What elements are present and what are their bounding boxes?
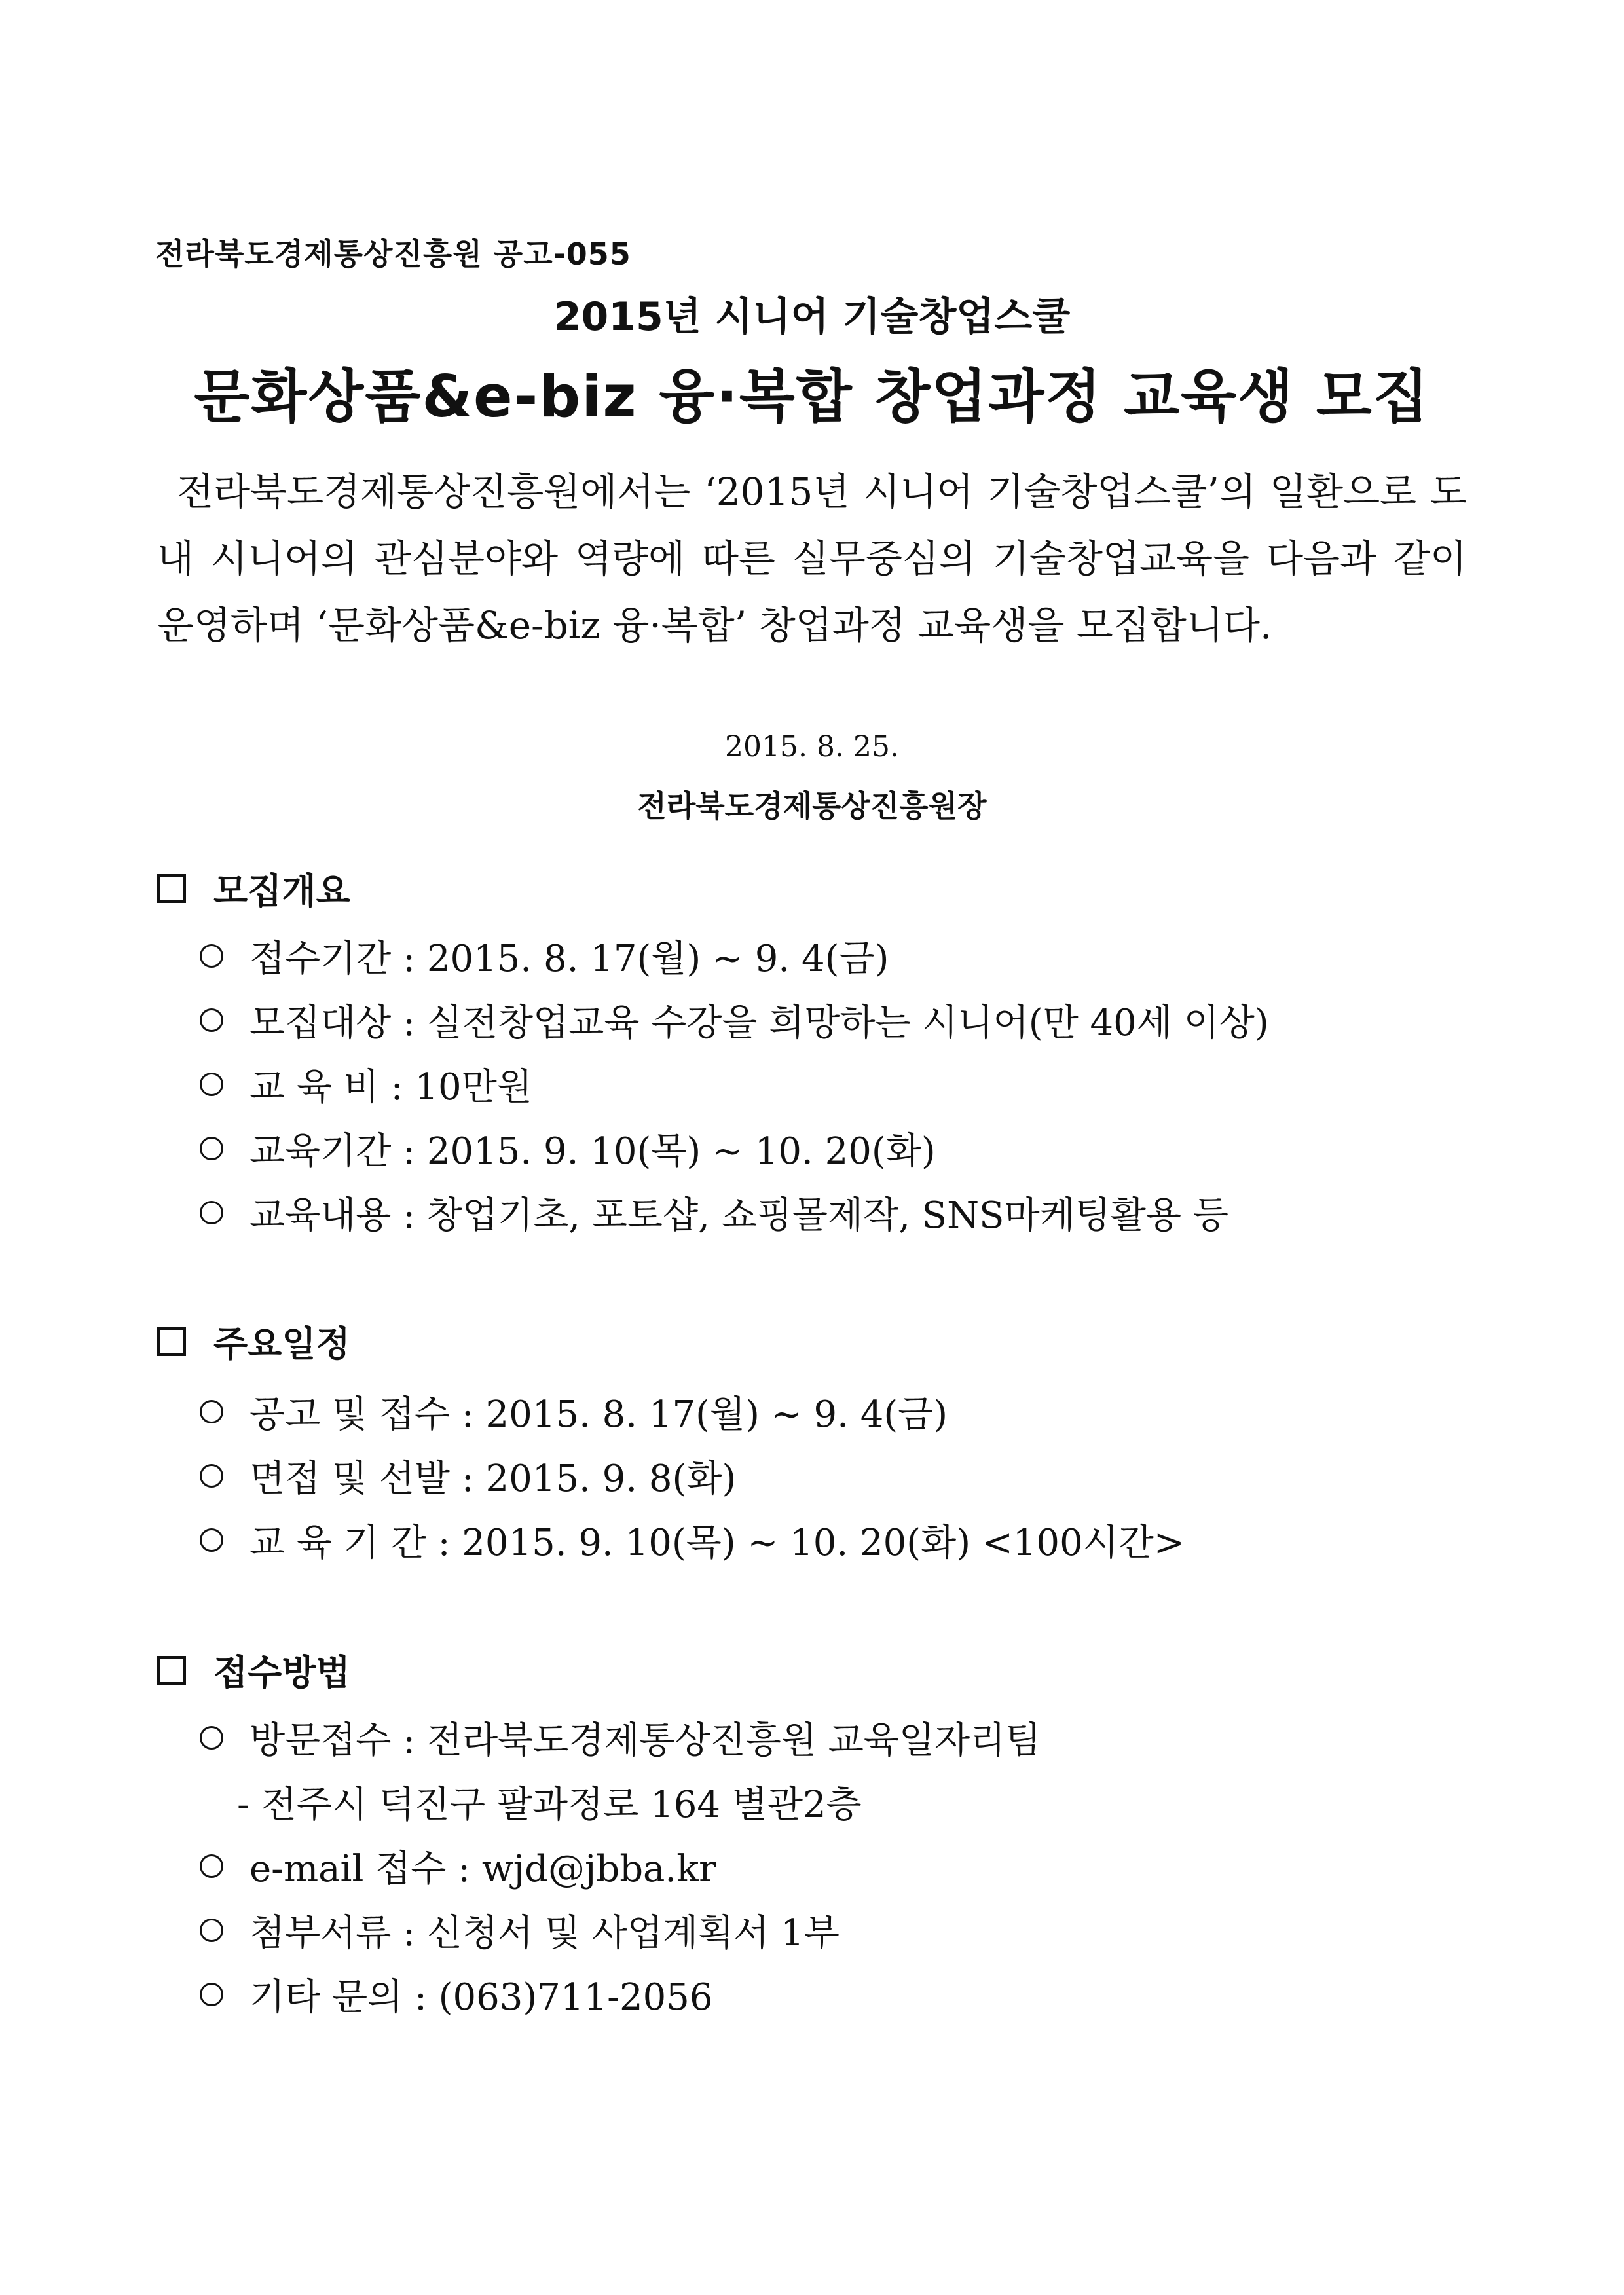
list-item: [200, 1840, 716, 1892]
notice-number: 전라북도경제통상진흥원 공고-055: [155, 236, 631, 272]
checkbox-icon: [157, 1656, 186, 1685]
list-item-text: 교 육 기 간 : 2015. 9. 10(목) ~ 10. 20(화) <100시간>: [249, 1522, 1185, 1564]
section-heading-key-schedule: [157, 1316, 350, 1367]
intro-paragraph: 전라북도경제통상진흥원에서는 ‘2015년 시니어 기술창업스쿨’의 일환으로 도내 시니어의 관심분야와 역량에 따른 실무중심의 기술창업교육을 다음과 같이 운영하며 ‘문화상품&e-biz 융·복합’ 창업과정 교육생을 모집합니다.: [157, 469, 1467, 648]
section-heading-label: 모집개요: [213, 870, 350, 911]
list-item-text: 교육기간 : 2015. 9. 10(목) ~ 10. 20(화): [249, 1130, 936, 1173]
list-item-text: 면접 및 선발 : 2015. 9. 8(화): [249, 1458, 737, 1500]
section-heading-application-method: [157, 1645, 350, 1695]
circle-bullet-icon: [200, 1528, 223, 1552]
list-item: [200, 1186, 1228, 1239]
circle-bullet-icon: [200, 1919, 223, 1942]
circle-bullet-icon: [200, 1983, 223, 2006]
section-heading-label: 주요일정: [213, 1323, 350, 1365]
circle-bullet-icon: [200, 1464, 223, 1488]
list-item: [200, 1122, 936, 1175]
circle-bullet-icon: [200, 944, 223, 968]
signer: 전라북도경제통상진흥원장: [637, 788, 987, 824]
circle-bullet-icon: [200, 1008, 223, 1032]
list-item-text: 접수기간 : 2015. 8. 17(월) ~ 9. 4(금): [249, 938, 889, 980]
section-heading-recruitment-overview: [157, 863, 350, 913]
list-item-text: e-mail 접수 : wjd@jbba.kr: [249, 1848, 716, 1890]
list-item-text: 기타 문의 : (063)711-2056: [249, 1976, 713, 2019]
circle-bullet-icon: [200, 1400, 223, 1423]
circle-bullet-icon: [200, 1137, 223, 1160]
list-item-text: 모집대상 : 실전창업교육 수강을 희망하는 시니어(만 40세 이상): [249, 1002, 1269, 1044]
notice-title: 문화상품&e-biz 융·복합 창업과정 교육생 모집: [194, 363, 1430, 430]
circle-bullet-icon: [200, 1726, 223, 1750]
circle-bullet-icon: [200, 1201, 223, 1224]
list-item: [200, 994, 1269, 1046]
list-item: [200, 1904, 840, 1956]
list-item-text: 공고 및 접수 : 2015. 8. 17(월) ~ 9. 4(금): [249, 1393, 948, 1436]
circle-bullet-icon: [200, 1073, 223, 1096]
list-item: [200, 1058, 532, 1111]
list-item-text: 첨부서류 : 신청서 및 사업계획서 1부: [249, 1912, 840, 1955]
section-heading-label: 접수방법: [213, 1652, 350, 1693]
list-item: [200, 1712, 1041, 1764]
list-item-text: 교 육 비 : 10만원: [249, 1066, 532, 1109]
address-sub-item: - 전주시 덕진구 팔과정로 164 별관2층: [237, 1784, 862, 1826]
list-item-text: 방문접수 : 전라북도경제통상진흥원 교육일자리팀: [249, 1719, 1041, 1762]
list-item: [200, 1514, 1185, 1566]
program-subtitle: 2015년 시니어 기술창업스쿨: [553, 294, 1071, 340]
list-item: [200, 930, 889, 982]
list-item-text: 교육내용 : 창업기초, 포토샵, 쇼핑몰제작, SNS마케팅활용 등: [249, 1194, 1228, 1237]
checkbox-icon: [157, 874, 186, 903]
notice-date: 2015. 8. 25.: [725, 730, 899, 763]
list-item: [200, 1450, 736, 1502]
list-item: [200, 1968, 713, 2021]
circle-bullet-icon: [200, 1854, 223, 1878]
checkbox-icon: [157, 1327, 186, 1356]
list-item: [200, 1386, 948, 1438]
